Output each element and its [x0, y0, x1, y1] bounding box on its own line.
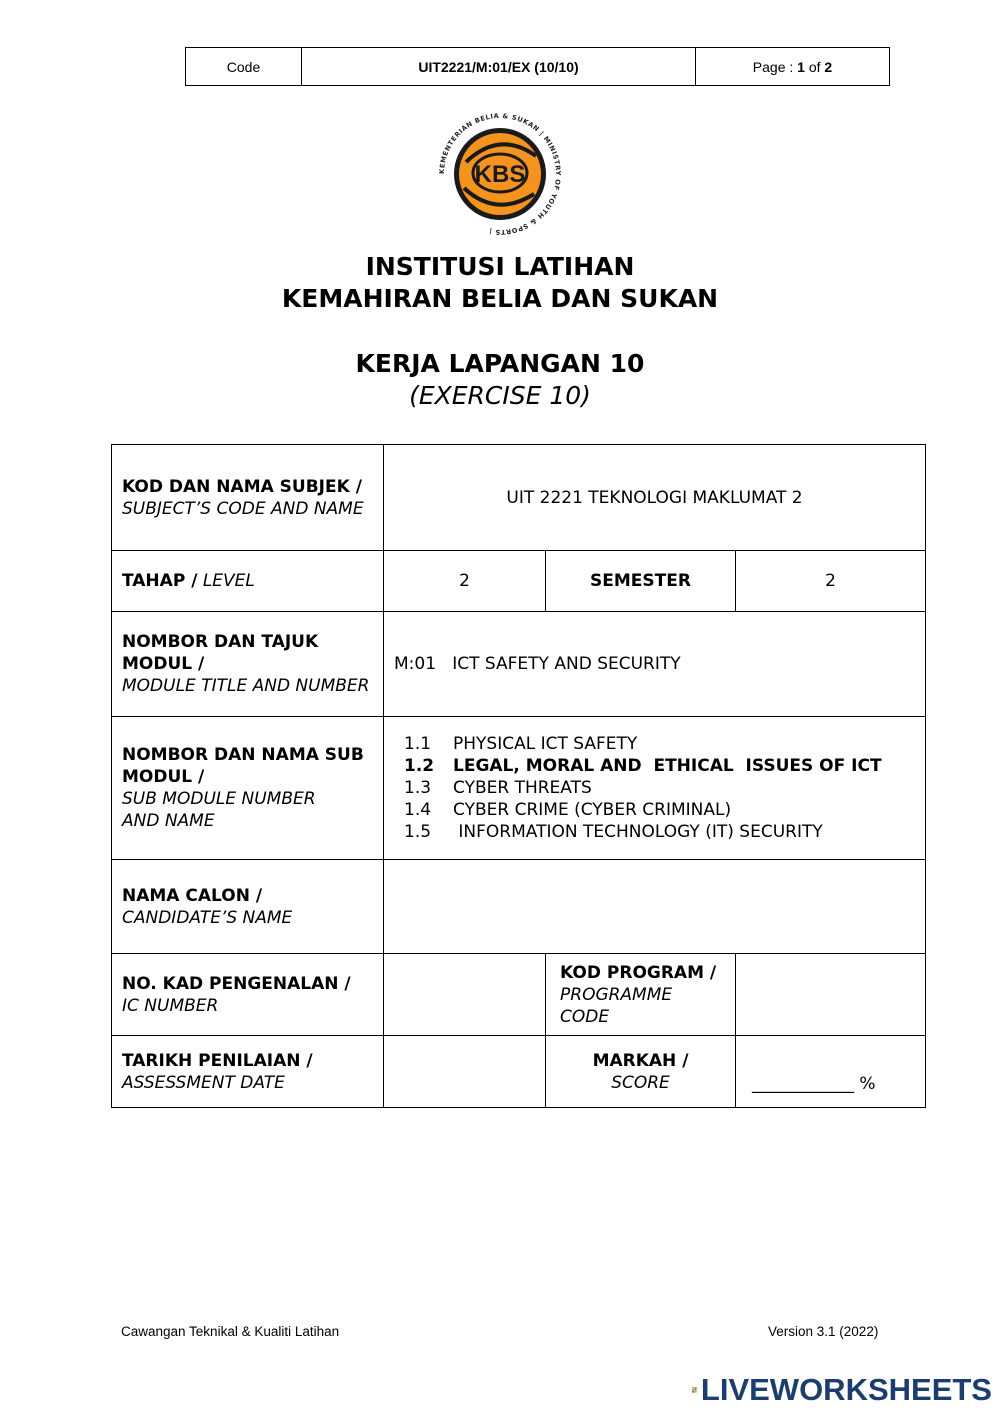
sub-module-item: 1.3 CYBER THREATS	[404, 778, 592, 798]
document-code-table	[185, 47, 890, 86]
exercise-title: KERJA LAPANGAN 10	[355, 349, 645, 378]
row-date	[112, 1036, 926, 1108]
footer-department: Cawangan Teknikal & Kualiti Latihan	[121, 1324, 340, 1339]
kbs-logo-icon	[436, 110, 564, 238]
sub-module-item-active: 1.2 LEGAL, MORAL AND ETHICAL ISSUES OF ICT	[404, 756, 882, 776]
liveworksheets-blocks-icon	[692, 1378, 697, 1402]
level-value: 2	[384, 551, 546, 612]
subject-value: UIT 2221 TEKNOLOGI MAKLUMAT 2	[384, 445, 926, 551]
module-code: M:01	[394, 654, 437, 674]
code-label: Code	[186, 48, 302, 86]
ic-label: NO. KAD PENGENALAN / IC NUMBER	[112, 954, 384, 1036]
candidate-name-field[interactable]	[384, 860, 926, 954]
page-total: 2	[824, 58, 833, 75]
row-subject	[112, 445, 926, 551]
code-value: UIT2221/M:01/EX (10/10)	[302, 48, 696, 86]
score-label: MARKAH / SCORE	[546, 1036, 736, 1108]
level-label: TAHAP / LEVEL	[112, 551, 384, 612]
program-code-field[interactable]	[736, 954, 926, 1036]
row-ic	[112, 954, 926, 1036]
module-title: ICT SAFETY AND SECURITY	[452, 654, 681, 674]
score-unit: %	[859, 1074, 876, 1094]
logo-ring-text: KEMENTERIAN BELIA & SUKAN | MINISTRY OF YOUTH & SPORTS |	[437, 111, 563, 237]
ic-number-field[interactable]	[384, 954, 546, 1036]
row-candidate	[112, 860, 926, 954]
program-code-label: KOD PROGRAM / PROGRAMME CODE	[546, 954, 736, 1036]
assessment-date-label: TARIKH PENILAIAN / ASSESSMENT DATE	[112, 1036, 384, 1108]
liveworksheets-brand	[692, 1372, 992, 1408]
exercise-info-table	[111, 444, 926, 1108]
module-label: NOMBOR DAN TAJUK MODUL / MODULE TITLE AND NUMBER	[112, 612, 384, 717]
semester-label: SEMESTER	[546, 551, 736, 612]
candidate-label: NAMA CALON / CANDIDATE’S NAME	[112, 860, 384, 954]
institution-title-line2: KEMAHIRAN BELIA DAN SUKAN	[281, 284, 719, 313]
kbs-logo	[436, 110, 564, 238]
row-level	[112, 551, 926, 612]
page-indicator	[696, 48, 890, 86]
row-sub-module	[112, 717, 926, 860]
score-field[interactable]	[736, 1036, 926, 1108]
page-label: Page :	[752, 58, 794, 75]
row-module	[112, 612, 926, 717]
assessment-date-field[interactable]	[384, 1036, 546, 1108]
liveworksheets-wordmark: LIVEWORKSHEETS	[700, 1372, 992, 1407]
exercise-subtitle: (EXERCISE 10)	[409, 381, 591, 410]
institution-title-line1: INSTITUSI LATIHAN	[365, 252, 635, 281]
page-current: 1	[797, 58, 805, 75]
sub-module-item: 1.4 CYBER CRIME (CYBER CRIMINAL)	[404, 800, 732, 820]
logo-text: KBS	[474, 161, 526, 188]
sub-module-item: 1.5 INFORMATION TECHNOLOGY (IT) SECURITY	[404, 822, 823, 842]
module-value	[384, 612, 926, 717]
footer-version: Version 3.1 (2022)	[768, 1324, 879, 1339]
subject-label: KOD DAN NAMA SUBJEK / SUBJECT’S CODE AND NAME	[112, 445, 384, 551]
semester-value: 2	[736, 551, 926, 612]
sub-module-item: 1.1 PHYSICAL ICT SAFETY	[404, 734, 638, 754]
score-blank: ____________	[752, 1074, 854, 1094]
sub-module-list	[384, 717, 926, 860]
page-of: of	[808, 58, 821, 75]
sub-module-label: NOMBOR DAN NAMA SUB MODUL / SUB MODULE NUMBER AND NAME	[112, 717, 384, 860]
